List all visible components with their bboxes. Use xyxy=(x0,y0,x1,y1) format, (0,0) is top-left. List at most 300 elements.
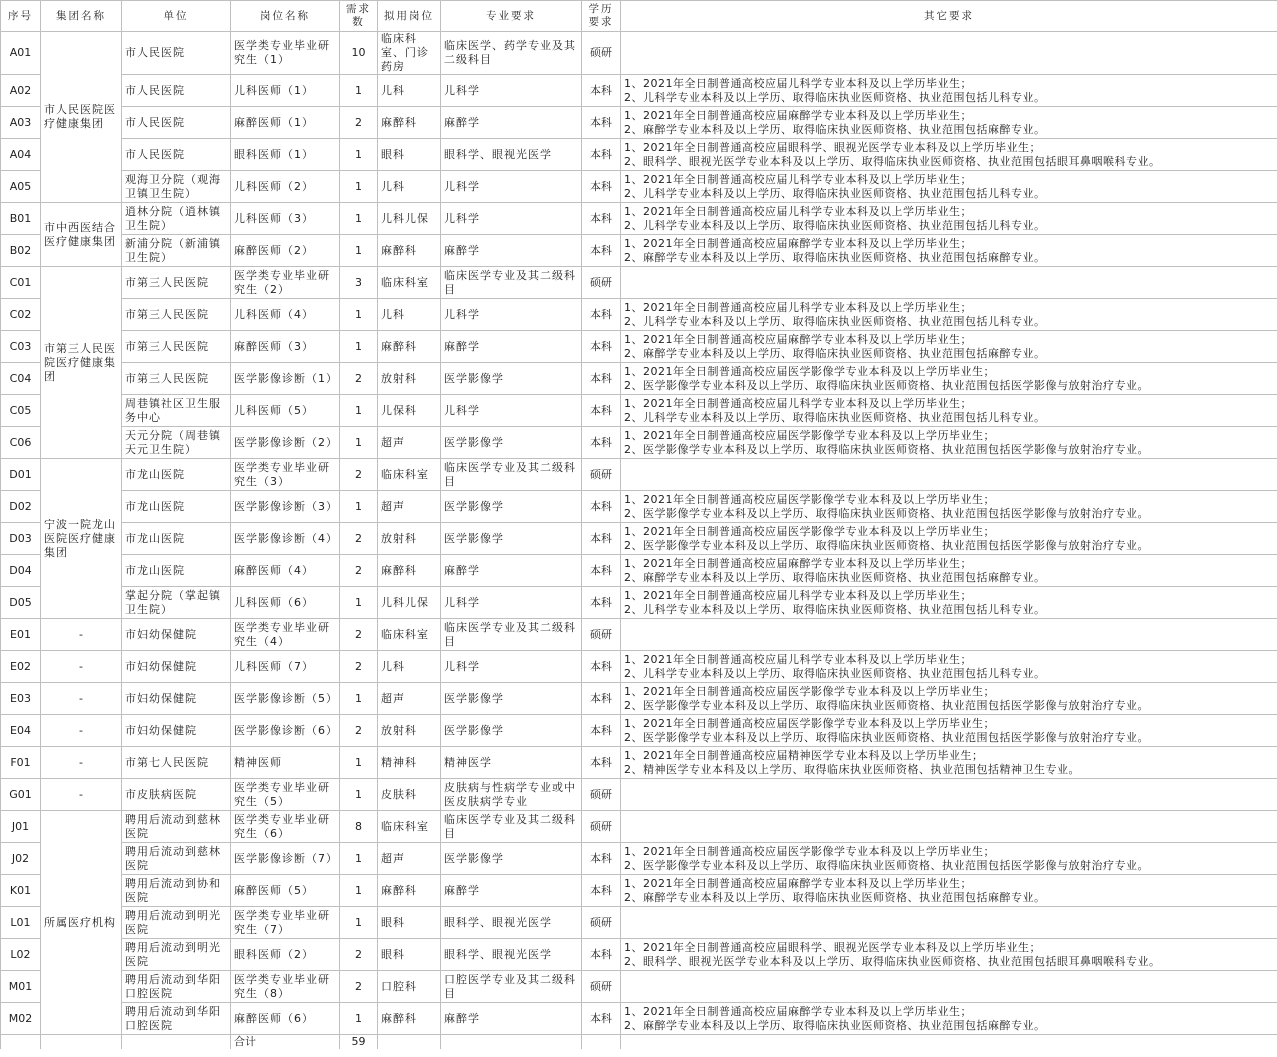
cell-dept: 精神科 xyxy=(378,747,441,779)
note-line: 1、2021年全日制普通高校应届医学影像学专业本科及以上学历毕业生； xyxy=(624,492,995,506)
cell-empty xyxy=(378,1035,441,1050)
cell-edu: 本科 xyxy=(582,75,621,107)
cell-dept: 临床科室 xyxy=(378,619,441,651)
cell-dept: 超声 xyxy=(378,491,441,523)
cell-group: - xyxy=(41,683,122,715)
cell-post: 麻醉医师（2） xyxy=(231,235,340,267)
cell-unit: 市皮肤病医院 xyxy=(122,779,231,811)
cell-notes xyxy=(621,75,1277,107)
cell-count: 1 xyxy=(340,331,378,363)
cell-notes xyxy=(621,779,1277,811)
table-row xyxy=(1,427,1277,459)
cell-post: 儿科医师（3） xyxy=(231,203,340,235)
note-line: 2、儿科学专业本科及以上学历、取得临床执业医师资格、执业范围包括儿科专业。 xyxy=(624,602,1046,616)
table-row xyxy=(1,459,1277,491)
cell-notes xyxy=(621,1003,1277,1035)
cell-major: 医学影像学 xyxy=(441,427,582,459)
header-cell-edu: 学历要求 xyxy=(582,1,621,32)
cell-edu: 本科 xyxy=(582,1003,621,1035)
cell-id: E04 xyxy=(1,715,41,747)
cell-dept: 口腔科 xyxy=(378,971,441,1003)
cell-post: 医学影像诊断（6） xyxy=(231,715,340,747)
cell-major: 口腔医学专业及其二级科目 xyxy=(441,971,582,1003)
cell-major: 皮肤病与性病学专业或中医皮肤病学专业 xyxy=(441,779,582,811)
cell-notes xyxy=(621,267,1277,299)
cell-notes xyxy=(621,363,1277,395)
cell-edu: 本科 xyxy=(582,651,621,683)
cell-major: 临床医学、药学专业及其二级科目 xyxy=(441,32,582,75)
cell-post: 麻醉医师（6） xyxy=(231,1003,340,1035)
cell-dept: 眼科 xyxy=(378,907,441,939)
header-row xyxy=(1,1,1277,32)
note-line: 1、2021年全日制普通高校应届麻醉学专业本科及以上学历毕业生； xyxy=(624,876,972,890)
cell-count: 2 xyxy=(340,363,378,395)
cell-group: - xyxy=(41,779,122,811)
cell-empty xyxy=(122,1035,231,1050)
note-line: 1、2021年全日制普通高校应届麻醉学专业本科及以上学历毕业生； xyxy=(624,236,972,250)
table-row xyxy=(1,139,1277,171)
note-line: 2、儿科学专业本科及以上学历、取得临床执业医师资格、执业范围包括儿科专业。 xyxy=(624,90,1046,104)
cell-notes xyxy=(621,811,1277,843)
note-line: 2、医学影像学专业本科及以上学历、取得临床执业医师资格、执业范围包括医学影像与放射治疗专业。 xyxy=(624,442,1149,456)
cell-unit: 市龙山医院 xyxy=(122,555,231,587)
total-label: 合计 xyxy=(231,1035,340,1050)
cell-count: 1 xyxy=(340,203,378,235)
cell-edu: 本科 xyxy=(582,299,621,331)
cell-count: 1 xyxy=(340,427,378,459)
cell-dept: 儿科 xyxy=(378,75,441,107)
cell-notes xyxy=(621,875,1277,907)
table-row xyxy=(1,651,1277,683)
cell-edu: 本科 xyxy=(582,747,621,779)
note-line: 1、2021年全日制普通高校应届医学影像学专业本科及以上学历毕业生； xyxy=(624,844,995,858)
cell-id: A04 xyxy=(1,139,41,171)
cell-id: A03 xyxy=(1,107,41,139)
cell-dept: 眼科 xyxy=(378,939,441,971)
note-line: 2、医学影像学专业本科及以上学历、取得临床执业医师资格、执业范围包括医学影像与放射治疗专业。 xyxy=(624,730,1149,744)
note-line: 2、儿科学专业本科及以上学历、取得临床执业医师资格、执业范围包括儿科专业。 xyxy=(624,666,1046,680)
cell-count: 1 xyxy=(340,139,378,171)
note-line: 2、麻醉学专业本科及以上学历、取得临床执业医师资格、执业范围包括麻醉专业。 xyxy=(624,890,1046,904)
cell-post: 麻醉医师（4） xyxy=(231,555,340,587)
table-row xyxy=(1,747,1277,779)
cell-post: 医学影像诊断（2） xyxy=(231,427,340,459)
cell-post: 儿科医师（4） xyxy=(231,299,340,331)
cell-dept: 临床科室、门诊药房 xyxy=(378,32,441,75)
cell-major: 麻醉学 xyxy=(441,555,582,587)
cell-notes xyxy=(621,491,1277,523)
cell-major: 临床医学专业及其二级科目 xyxy=(441,267,582,299)
cell-count: 1 xyxy=(340,747,378,779)
cell-dept: 麻醉科 xyxy=(378,875,441,907)
cell-major: 麻醉学 xyxy=(441,235,582,267)
cell-post: 儿科医师（7） xyxy=(231,651,340,683)
cell-id: A02 xyxy=(1,75,41,107)
table-row xyxy=(1,491,1277,523)
cell-major: 眼科学、眼视光医学 xyxy=(441,907,582,939)
header-cell-notes: 其它要求 xyxy=(621,1,1277,32)
cell-id: B02 xyxy=(1,235,41,267)
cell-empty xyxy=(582,1035,621,1050)
note-line: 2、医学影像学专业本科及以上学历、取得临床执业医师资格、执业范围包括医学影像与放射治疗专业。 xyxy=(624,858,1149,872)
cell-unit: 聘用后流动到华阳口腔医院 xyxy=(122,1003,231,1035)
cell-unit: 市妇幼保健院 xyxy=(122,715,231,747)
cell-count: 1 xyxy=(340,843,378,875)
cell-edu: 硕研 xyxy=(582,459,621,491)
cell-post: 麻醉医师（3） xyxy=(231,331,340,363)
cell-group: 市人民医院医疗健康集团 xyxy=(41,32,122,203)
header-cell-post: 岗位名称 xyxy=(231,1,340,32)
cell-edu: 本科 xyxy=(582,555,621,587)
table-row xyxy=(1,875,1277,907)
note-line: 1、2021年全日制普通高校应届医学影像学专业本科及以上学历毕业生； xyxy=(624,364,995,378)
cell-edu: 本科 xyxy=(582,171,621,203)
cell-edu: 硕研 xyxy=(582,971,621,1003)
note-line: 1、2021年全日制普通高校应届儿科学专业本科及以上学历毕业生； xyxy=(624,76,972,90)
cell-edu: 硕研 xyxy=(582,811,621,843)
cell-group: 宁波一院龙山医院医疗健康集团 xyxy=(41,459,122,619)
cell-count: 1 xyxy=(340,235,378,267)
note-line: 2、医学影像学专业本科及以上学历、取得临床执业医师资格、执业范围包括医学影像与放射治疗专业。 xyxy=(624,538,1149,552)
cell-unit: 掌起分院（掌起镇卫生院） xyxy=(122,587,231,619)
note-line: 1、2021年全日制普通高校应届医学影像学专业本科及以上学历毕业生； xyxy=(624,524,995,538)
cell-dept: 儿科 xyxy=(378,651,441,683)
cell-edu: 本科 xyxy=(582,939,621,971)
cell-major: 麻醉学 xyxy=(441,107,582,139)
table-row xyxy=(1,715,1277,747)
header-cell-dept: 拟用岗位 xyxy=(378,1,441,32)
cell-notes xyxy=(621,32,1277,75)
cell-notes xyxy=(621,683,1277,715)
cell-unit: 聘用后流动到华阳口腔医院 xyxy=(122,971,231,1003)
note-line: 2、医学影像学专业本科及以上学历、取得临床执业医师资格、执业范围包括医学影像与放射治疗专业。 xyxy=(624,506,1149,520)
table-row xyxy=(1,203,1277,235)
cell-dept: 麻醉科 xyxy=(378,1003,441,1035)
note-line: 1、2021年全日制普通高校应届麻醉学专业本科及以上学历毕业生； xyxy=(624,1004,972,1018)
note-line: 1、2021年全日制普通高校应届儿科学专业本科及以上学历毕业生； xyxy=(624,172,972,186)
cell-edu: 硕研 xyxy=(582,907,621,939)
cell-dept: 放射科 xyxy=(378,363,441,395)
cell-group: - xyxy=(41,715,122,747)
cell-count: 2 xyxy=(340,715,378,747)
cell-edu: 本科 xyxy=(582,427,621,459)
cell-unit: 市妇幼保健院 xyxy=(122,619,231,651)
note-line: 2、麻醉学专业本科及以上学历、取得临床执业医师资格、执业范围包括麻醉专业。 xyxy=(624,346,1046,360)
cell-edu: 本科 xyxy=(582,715,621,747)
cell-count: 1 xyxy=(340,907,378,939)
cell-count: 1 xyxy=(340,1003,378,1035)
cell-post: 医学类专业毕业研究生（2） xyxy=(231,267,340,299)
cell-id: D01 xyxy=(1,459,41,491)
cell-id: E02 xyxy=(1,651,41,683)
table-row xyxy=(1,587,1277,619)
cell-post: 医学影像诊断（3） xyxy=(231,491,340,523)
cell-major: 儿科学 xyxy=(441,587,582,619)
cell-unit: 市第七人民医院 xyxy=(122,747,231,779)
table-row xyxy=(1,811,1277,843)
note-line: 1、2021年全日制普通高校应届医学影像学专业本科及以上学历毕业生； xyxy=(624,428,995,442)
cell-edu: 本科 xyxy=(582,875,621,907)
cell-notes xyxy=(621,235,1277,267)
cell-group: 市第三人民医院医疗健康集团 xyxy=(41,267,122,459)
cell-group: 市中西医结合医疗健康集团 xyxy=(41,203,122,267)
table-row xyxy=(1,75,1277,107)
table-row xyxy=(1,363,1277,395)
cell-edu: 本科 xyxy=(582,139,621,171)
cell-count: 2 xyxy=(340,939,378,971)
table-row xyxy=(1,331,1277,363)
cell-group: - xyxy=(41,651,122,683)
table-row xyxy=(1,299,1277,331)
cell-count: 2 xyxy=(340,619,378,651)
note-line: 2、儿科学专业本科及以上学历、取得临床执业医师资格、执业范围包括儿科专业。 xyxy=(624,410,1046,424)
note-line: 2、医学影像学专业本科及以上学历、取得临床执业医师资格、执业范围包括医学影像与放射治疗专业。 xyxy=(624,378,1149,392)
header-cell-group: 集团名称 xyxy=(41,1,122,32)
cell-id: E03 xyxy=(1,683,41,715)
cell-post: 医学影像诊断（5） xyxy=(231,683,340,715)
cell-id: F01 xyxy=(1,747,41,779)
cell-edu: 硕研 xyxy=(582,779,621,811)
cell-notes xyxy=(621,619,1277,651)
cell-id: G01 xyxy=(1,779,41,811)
cell-unit: 市第三人民医院 xyxy=(122,267,231,299)
cell-id: J01 xyxy=(1,811,41,843)
cell-count: 1 xyxy=(340,875,378,907)
note-line: 2、麻醉学专业本科及以上学历、取得临床执业医师资格、执业范围包括麻醉专业。 xyxy=(624,122,1046,136)
cell-id: E01 xyxy=(1,619,41,651)
cell-id: C01 xyxy=(1,267,41,299)
table-row xyxy=(1,395,1277,427)
cell-post: 医学类专业毕业研究生（4） xyxy=(231,619,340,651)
cell-major: 医学影像学 xyxy=(441,715,582,747)
cell-edu: 本科 xyxy=(582,395,621,427)
cell-unit: 市第三人民医院 xyxy=(122,299,231,331)
cell-major: 儿科学 xyxy=(441,299,582,331)
cell-id: C06 xyxy=(1,427,41,459)
cell-notes xyxy=(621,299,1277,331)
table-row xyxy=(1,971,1277,1003)
cell-edu: 本科 xyxy=(582,363,621,395)
cell-notes xyxy=(621,459,1277,491)
cell-edu: 本科 xyxy=(582,235,621,267)
cell-count: 1 xyxy=(340,395,378,427)
cell-unit: 市人民医院 xyxy=(122,32,231,75)
note-line: 1、2021年全日制普通高校应届儿科学专业本科及以上学历毕业生； xyxy=(624,588,972,602)
total-value: 59 xyxy=(340,1035,378,1050)
cell-id: L01 xyxy=(1,907,41,939)
note-line: 1、2021年全日制普通高校应届精神医学专业本科及以上学历毕业生； xyxy=(624,748,984,762)
header-cell-major: 专业要求 xyxy=(441,1,582,32)
cell-count: 1 xyxy=(340,299,378,331)
table-row xyxy=(1,619,1277,651)
cell-notes xyxy=(621,171,1277,203)
cell-group: - xyxy=(41,747,122,779)
cell-edu: 硕研 xyxy=(582,267,621,299)
cell-unit: 天元分院（周巷镇天元卫生院） xyxy=(122,427,231,459)
cell-empty xyxy=(441,1035,582,1050)
cell-notes xyxy=(621,843,1277,875)
note-line: 1、2021年全日制普通高校应届麻醉学专业本科及以上学历毕业生； xyxy=(624,556,972,570)
cell-edu: 本科 xyxy=(582,203,621,235)
note-line: 1、2021年全日制普通高校应届麻醉学专业本科及以上学历毕业生； xyxy=(624,108,972,122)
cell-id: L02 xyxy=(1,939,41,971)
table-row xyxy=(1,267,1277,299)
cell-post: 眼科医师（2） xyxy=(231,939,340,971)
cell-unit: 市人民医院 xyxy=(122,75,231,107)
note-line: 2、儿科学专业本科及以上学历、取得临床执业医师资格、执业范围包括儿科专业。 xyxy=(624,186,1046,200)
cell-count: 8 xyxy=(340,811,378,843)
cell-post: 儿科医师（2） xyxy=(231,171,340,203)
cell-post: 医学类专业毕业研究生（6） xyxy=(231,811,340,843)
cell-edu: 本科 xyxy=(582,331,621,363)
cell-major: 医学影像学 xyxy=(441,843,582,875)
cell-unit: 市妇幼保健院 xyxy=(122,683,231,715)
cell-major: 儿科学 xyxy=(441,171,582,203)
cell-id: A05 xyxy=(1,171,41,203)
cell-id: A01 xyxy=(1,32,41,75)
cell-unit: 新浦分院（新浦镇卫生院） xyxy=(122,235,231,267)
table-row xyxy=(1,683,1277,715)
cell-unit: 市妇幼保健院 xyxy=(122,651,231,683)
note-line: 2、儿科学专业本科及以上学历、取得临床执业医师资格、执业范围包括儿科专业。 xyxy=(624,314,1046,328)
cell-dept: 麻醉科 xyxy=(378,107,441,139)
cell-unit: 周巷镇社区卫生服务中心 xyxy=(122,395,231,427)
cell-dept: 儿保科 xyxy=(378,395,441,427)
table-row xyxy=(1,32,1277,75)
table-row xyxy=(1,107,1277,139)
cell-count: 1 xyxy=(340,491,378,523)
cell-post: 儿科医师（1） xyxy=(231,75,340,107)
note-line: 2、麻醉学专业本科及以上学历、取得临床执业医师资格、执业范围包括麻醉专业。 xyxy=(624,570,1046,584)
cell-id: D03 xyxy=(1,523,41,555)
cell-post: 医学类专业毕业研究生（5） xyxy=(231,779,340,811)
note-line: 1、2021年全日制普通高校应届儿科学专业本科及以上学历毕业生； xyxy=(624,300,972,314)
cell-post: 医学类专业毕业研究生（8） xyxy=(231,971,340,1003)
cell-dept: 眼科 xyxy=(378,139,441,171)
cell-id: K01 xyxy=(1,875,41,907)
table-row xyxy=(1,171,1277,203)
cell-dept: 超声 xyxy=(378,683,441,715)
cell-count: 2 xyxy=(340,555,378,587)
total-row xyxy=(1,1035,1277,1050)
note-line: 1、2021年全日制普通高校应届儿科学专业本科及以上学历毕业生； xyxy=(624,396,972,410)
cell-edu: 本科 xyxy=(582,843,621,875)
cell-major: 儿科学 xyxy=(441,75,582,107)
cell-post: 医学影像诊断（7） xyxy=(231,843,340,875)
cell-unit: 市龙山医院 xyxy=(122,491,231,523)
cell-id: M01 xyxy=(1,971,41,1003)
note-line: 2、眼科学、眼视光医学专业本科及以上学历、取得临床执业医师资格、执业范围包括眼耳鼻咽喉科专业。 xyxy=(624,154,1161,168)
cell-notes xyxy=(621,139,1277,171)
cell-major: 临床医学专业及其二级科目 xyxy=(441,811,582,843)
cell-unit: 聘用后流动到明光医院 xyxy=(122,939,231,971)
cell-unit: 市人民医院 xyxy=(122,139,231,171)
table-row xyxy=(1,907,1277,939)
cell-id: C05 xyxy=(1,395,41,427)
cell-id: B01 xyxy=(1,203,41,235)
cell-major: 眼科学、眼视光医学 xyxy=(441,139,582,171)
cell-notes xyxy=(621,523,1277,555)
table-row xyxy=(1,843,1277,875)
note-line: 1、2021年全日制普通高校应届儿科学专业本科及以上学历毕业生； xyxy=(624,204,972,218)
cell-dept: 超声 xyxy=(378,843,441,875)
cell-count: 1 xyxy=(340,587,378,619)
cell-unit: 观海卫分院（观海卫镇卫生院） xyxy=(122,171,231,203)
cell-unit: 聘用后流动到协和医院 xyxy=(122,875,231,907)
note-line: 2、儿科学专业本科及以上学历、取得临床执业医师资格、执业范围包括儿科专业。 xyxy=(624,218,1046,232)
cell-post: 麻醉医师（5） xyxy=(231,875,340,907)
cell-post: 医学影像诊断（4） xyxy=(231,523,340,555)
cell-id: C03 xyxy=(1,331,41,363)
note-line: 2、麻醉学专业本科及以上学历、取得临床执业医师资格、执业范围包括麻醉专业。 xyxy=(624,1018,1046,1032)
cell-id: J02 xyxy=(1,843,41,875)
cell-id: C02 xyxy=(1,299,41,331)
cell-major: 临床医学专业及其二级科目 xyxy=(441,459,582,491)
table-row xyxy=(1,555,1277,587)
cell-notes xyxy=(621,651,1277,683)
cell-notes xyxy=(621,907,1277,939)
cell-post: 医学类专业毕业研究生（1） xyxy=(231,32,340,75)
cell-group: 所属医疗机构 xyxy=(41,811,122,1035)
note-line: 1、2021年全日制普通高校应届医学影像学专业本科及以上学历毕业生； xyxy=(624,684,995,698)
cell-major: 精神医学 xyxy=(441,747,582,779)
cell-post: 精神医师 xyxy=(231,747,340,779)
cell-id: C04 xyxy=(1,363,41,395)
cell-notes xyxy=(621,747,1277,779)
note-line: 2、医学影像学专业本科及以上学历、取得临床执业医师资格、执业范围包括医学影像与放射治疗专业。 xyxy=(624,698,1149,712)
cell-dept: 放射科 xyxy=(378,715,441,747)
cell-count: 10 xyxy=(340,32,378,75)
cell-major: 儿科学 xyxy=(441,203,582,235)
cell-dept: 儿科 xyxy=(378,171,441,203)
cell-count: 2 xyxy=(340,107,378,139)
cell-notes xyxy=(621,555,1277,587)
cell-unit: 市第三人民医院 xyxy=(122,363,231,395)
cell-notes xyxy=(621,107,1277,139)
cell-empty xyxy=(1,1035,41,1050)
cell-id: M02 xyxy=(1,1003,41,1035)
table-row xyxy=(1,235,1277,267)
cell-post: 医学类专业毕业研究生（7） xyxy=(231,907,340,939)
cell-major: 麻醉学 xyxy=(441,875,582,907)
cell-major: 儿科学 xyxy=(441,395,582,427)
cell-major: 临床医学专业及其二级科目 xyxy=(441,619,582,651)
cell-dept: 麻醉科 xyxy=(378,235,441,267)
cell-notes xyxy=(621,715,1277,747)
cell-major: 医学影像学 xyxy=(441,523,582,555)
cell-dept: 儿科儿保 xyxy=(378,203,441,235)
cell-notes xyxy=(621,587,1277,619)
note-line: 1、2021年全日制普通高校应届麻醉学专业本科及以上学历毕业生； xyxy=(624,332,972,346)
cell-dept: 麻醉科 xyxy=(378,331,441,363)
note-line: 2、精神医学专业本科及以上学历、取得临床执业医师资格、执业范围包括精神卫生专业。 xyxy=(624,762,1080,776)
cell-count: 1 xyxy=(340,75,378,107)
cell-unit: 市龙山医院 xyxy=(122,523,231,555)
note-line: 2、麻醉学专业本科及以上学历、取得临床执业医师资格、执业范围包括麻醉专业。 xyxy=(624,250,1046,264)
cell-major: 麻醉学 xyxy=(441,1003,582,1035)
cell-group: - xyxy=(41,619,122,651)
cell-id: D04 xyxy=(1,555,41,587)
cell-count: 1 xyxy=(340,171,378,203)
cell-count: 1 xyxy=(340,683,378,715)
cell-count: 2 xyxy=(340,459,378,491)
cell-dept: 放射科 xyxy=(378,523,441,555)
cell-dept: 麻醉科 xyxy=(378,555,441,587)
cell-post: 儿科医师（5） xyxy=(231,395,340,427)
note-line: 1、2021年全日制普通高校应届儿科学专业本科及以上学历毕业生； xyxy=(624,652,972,666)
cell-edu: 本科 xyxy=(582,491,621,523)
note-line: 1、2021年全日制普通高校应届眼科学、眼视光医学专业本科及以上学历毕业生； xyxy=(624,140,1041,154)
